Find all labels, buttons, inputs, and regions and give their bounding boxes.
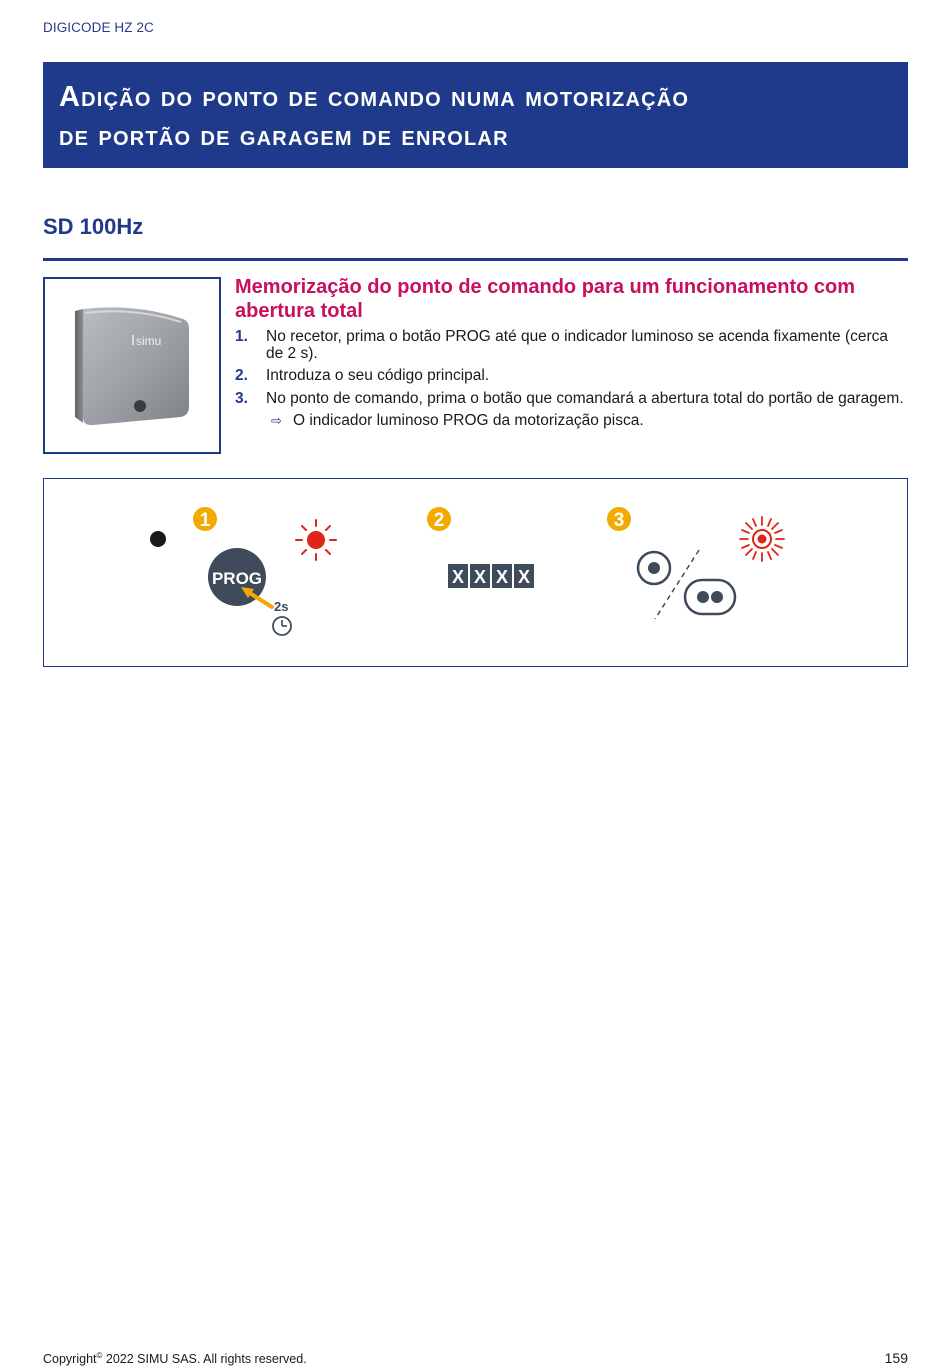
procedure-content: [235, 275, 908, 430]
result-text: O indicador luminoso PROG da motorização pisca.: [293, 412, 644, 429]
svg-text:X: X: [451, 567, 465, 587]
brand-label: simu: [136, 334, 162, 348]
code-entry: [448, 564, 534, 588]
svg-text:X: X: [517, 567, 531, 587]
step-number: 3.: [235, 389, 248, 407]
receiver-image: [45, 279, 219, 452]
page-number: 159: [884, 1350, 908, 1366]
page-title: [59, 78, 892, 156]
single-button-icon: [638, 552, 670, 584]
result-arrow-icon: ⇨: [271, 413, 282, 428]
step-text: No recetor, prima o botão PROG até que o indicador luminoso se acenda fixamente (cerca de 2 s).: [266, 328, 889, 362]
step-text: Introduza o seu código principal.: [266, 367, 490, 384]
svg-text:X: X: [495, 567, 509, 587]
step-number: 2.: [235, 367, 248, 384]
page-title-line-1: Adição do ponto de comando numa motorização: [59, 81, 690, 113]
svg-text:PROG: PROG: [211, 569, 263, 588]
svg-text:X: X: [473, 567, 487, 587]
section-title: SD 100Hz: [43, 214, 144, 239]
title-band: [43, 62, 908, 168]
led-dot-icon: [150, 531, 166, 547]
procedure-step: [235, 329, 908, 362]
page-title-line-2: de portão de garagem de enrolar: [59, 120, 509, 152]
clock-icon: [273, 617, 291, 635]
svg-text:2: 2: [433, 510, 445, 531]
procedure-step: [235, 391, 908, 408]
procedure-step: [235, 368, 908, 385]
document-header: DIGICODE HZ 2C: [43, 20, 154, 35]
led-blink-icon: [740, 517, 784, 561]
receiver-side: [75, 309, 83, 423]
step-number: 1.: [235, 328, 248, 345]
illustration-panel: [43, 478, 908, 667]
procedure-heading: Memorização do ponto de comando para um funcionamento com abertura total: [235, 276, 856, 322]
procedure-steps: [235, 329, 908, 407]
copyright-notice: Copyright© 2022 SIMU SAS. All rights reserved.: [43, 1351, 307, 1367]
step-result: [235, 413, 908, 430]
step-text: No ponto de comando, prima o botão que comandará a abertura total do portão de garagem.: [266, 389, 904, 407]
double-button-icon: [685, 580, 735, 614]
hold-time-label: 2s: [274, 599, 289, 614]
svg-text:3: 3: [613, 510, 625, 531]
receiver-port: [134, 400, 146, 412]
product-image-frame: [43, 277, 221, 454]
separator-line: [655, 550, 699, 619]
svg-text:1: 1: [199, 510, 211, 531]
section-divider: [43, 258, 908, 261]
procedure-illustration: [44, 479, 906, 665]
led-on-icon: [296, 520, 336, 560]
